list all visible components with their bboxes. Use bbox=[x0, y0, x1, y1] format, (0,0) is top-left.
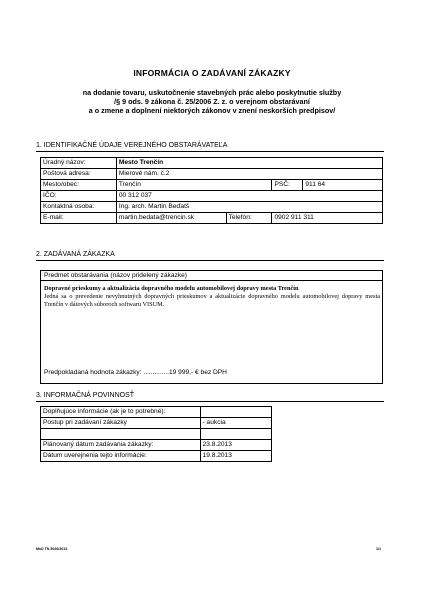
postal-address-value: Mierové nám. č.2 bbox=[116, 169, 382, 180]
table-row bbox=[41, 158, 383, 169]
section2-heading: 2. ZADÁVANÁ ZÁKAZKA bbox=[36, 251, 115, 258]
table-row bbox=[41, 202, 383, 213]
table-row bbox=[41, 180, 383, 191]
phone-label: Telefón: bbox=[226, 213, 272, 224]
document-title: INFORMÁCIA O ZADÁVANÍ ZÁKAZKY bbox=[133, 68, 291, 78]
section1-heading: 1. IDENTIFIKAČNÉ ÚDAJE VEREJNÉHO OBSTARÁVATEĽA bbox=[36, 142, 228, 149]
table-row bbox=[41, 213, 383, 224]
contract-subject-box bbox=[40, 270, 383, 384]
subject-title: Dopravné prieskumy a aktualizácia dopravného modelu automobilovej dopravy mesta Trenčín bbox=[44, 285, 299, 292]
row-label: Doplňujúce informácie (ak je to potrebné): bbox=[41, 407, 201, 418]
table-row bbox=[41, 440, 272, 451]
table-row bbox=[41, 451, 272, 462]
section3-heading: 3. INFORMAČNÁ POVINNOSŤ bbox=[36, 392, 135, 399]
row-value: - aukcia bbox=[200, 418, 271, 429]
row-value: 19.8.2013 bbox=[200, 451, 271, 462]
section2-rule bbox=[36, 260, 384, 261]
psc-label: PSČ: bbox=[272, 180, 303, 191]
row-label bbox=[41, 429, 201, 440]
official-name-label: Úradný názov: bbox=[41, 158, 117, 169]
subject-description: Jedná sa o prevedenie nevyhnutných dopravných prieskumov a aktualizácie dopravného modelu automobilovej dopravy mesta Trenčín v dátových súboroch softwaru VISUM. bbox=[44, 293, 380, 308]
document-subtitle bbox=[40, 88, 384, 115]
table-row bbox=[41, 418, 272, 429]
estimated-value-label: Predpokladaná hodnota zákazky: bbox=[44, 369, 142, 376]
postal-address-label: Poštová adresa: bbox=[41, 169, 117, 180]
subject-header: Predmet obstarávania (názov pridelený zákazke) bbox=[41, 271, 382, 281]
official-name-value: Mesto Trenčín bbox=[116, 158, 382, 169]
email-value: martin.bedata@trencin.sk bbox=[116, 213, 226, 224]
row-label: Dátum uverejnenia tejto informácie: bbox=[41, 451, 201, 462]
table-row bbox=[41, 169, 383, 180]
information-duty-table bbox=[40, 406, 272, 462]
psc-value: 911 64 bbox=[303, 180, 383, 191]
table-row bbox=[41, 429, 272, 440]
section1-rule bbox=[36, 151, 384, 152]
subtitle-line: /§ 9 ods. 9 zákona č. 25/2006 Z. z. o verejnom obstarávaní bbox=[114, 97, 310, 106]
row-label: Postup pri zadávaní zákazky bbox=[41, 418, 201, 429]
email-label: E-mail: bbox=[41, 213, 117, 224]
footer-reference: MsÚ TN 5026/2013 bbox=[36, 547, 68, 551]
ico-label: IČO: bbox=[41, 191, 117, 202]
table-row bbox=[41, 191, 383, 202]
row-value: 23.8.2013 bbox=[200, 440, 271, 451]
subtitle-line: na dodanie tovaru, uskutočnenie stavebných prác alebo poskytnutie služby bbox=[82, 88, 342, 97]
phone-value: 0902 911 311 bbox=[272, 213, 383, 224]
city-value: Trenčín bbox=[116, 180, 272, 191]
footer-page-number: 1/1 bbox=[376, 547, 381, 551]
estimated-value bbox=[44, 369, 227, 376]
estimated-value-amount: ..............19 999,- € bez DPH bbox=[143, 369, 227, 376]
city-label: Mesto/obec: bbox=[41, 180, 117, 191]
ico-value: 00 312 037 bbox=[116, 191, 382, 202]
contact-label: Kontaktná osoba: bbox=[41, 202, 117, 213]
row-value bbox=[200, 407, 271, 418]
contracting-authority-table bbox=[40, 157, 383, 224]
table-row bbox=[41, 407, 272, 418]
row-value bbox=[200, 429, 271, 440]
row-label: Plánovaný dátum zadávania zákazky: bbox=[41, 440, 201, 451]
section3-rule bbox=[36, 401, 384, 402]
contact-value: Ing. arch. Martin Beďatš bbox=[116, 202, 382, 213]
subtitle-line: a o zmene a doplnení niektorých zákonov v znení neskorších predpisov/ bbox=[88, 106, 336, 115]
